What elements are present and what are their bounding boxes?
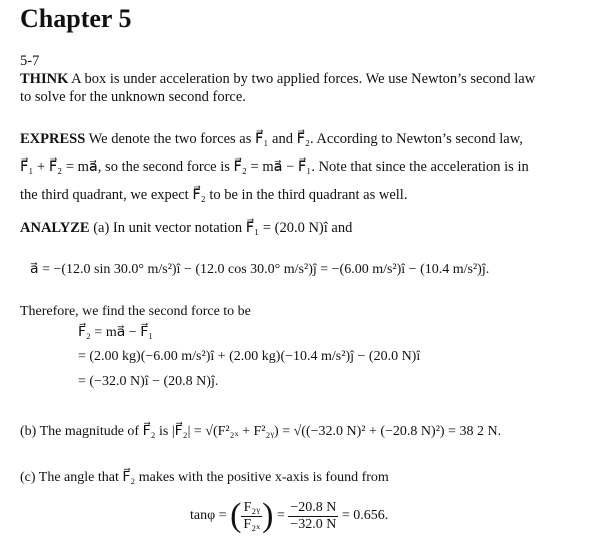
- tan-result: = 0.656.: [341, 508, 389, 524]
- think-section: [20, 70, 535, 106]
- analyze-intro: [20, 219, 352, 237]
- force-step-2: = (2.00 kg)(−6.00 m/s²)î + (2.00 kg)(−10.4 m/s²)ĵ − (20.0 N)î: [78, 349, 421, 364]
- value-ratio: [288, 500, 338, 533]
- think-line-2: to solve for the unknown second force.: [20, 89, 246, 106]
- express-section: [20, 125, 529, 209]
- analyze-intro-text: (a) In unit vector notation F⃗₁ = (20.0 N)î and: [93, 220, 353, 236]
- problem-number: 5-7: [20, 53, 40, 69]
- express-label: EXPRESS: [20, 131, 86, 147]
- tan-equation: tanφ = ( $\frac{\text{F₂ᵧ}}{\text{F₂ₓ}}$ ) = $\frac{-20.8 N}{-32.0 N}$ = 0.656.: [190, 497, 389, 534]
- analyze-label: ANALYZE: [20, 220, 90, 236]
- component-ratio: [241, 500, 262, 533]
- part-c-text: (c) The angle that F⃗₂ makes with the positive x-axis is found from: [20, 470, 389, 485]
- value-denominator: −32.0 N: [290, 516, 337, 532]
- force-step-1: F⃗₂ = ma⃗ − F⃗₁: [78, 325, 154, 340]
- tan-lhs: tanφ =: [190, 508, 227, 524]
- force-step-3: = (−32.0 N)î − (20.8 N)ĵ.: [78, 374, 219, 389]
- ratio-numerator: F₂ᵧ: [241, 500, 262, 517]
- think-line-1: A box is under acceleration by two applied forces. We use Newton’s second law: [71, 71, 536, 87]
- express-line-3: the third quadrant, we expect F⃗₂ to be in the third quadrant as well.: [20, 187, 408, 203]
- express-line-2: F⃗₁ + F⃗₂ = ma⃗, so the second force is F⃗₂ = ma⃗ − F⃗₁. Note that since the acceleration is in: [20, 159, 529, 175]
- think-label: THINK: [20, 71, 69, 87]
- chapter-title: Chapter 5: [20, 4, 132, 33]
- express-line-1: We denote the two forces as F⃗₁ and F⃗₂. According to Newton’s second law,: [88, 131, 523, 147]
- part-b-magnitude: (b) The magnitude of F⃗₂ is |F⃗₂| = √(F²₂ₓ + F²₂ᵧ) = √((−32.0 N)² + (−20.8 N)²) = 38 2 N.: [20, 424, 502, 439]
- value-numerator: −20.8 N: [290, 499, 337, 515]
- ratio-denominator: F₂ₓ: [243, 516, 261, 532]
- therefore-text: Therefore, we find the second force to be: [20, 304, 251, 319]
- acceleration-equation: a⃗ = −(12.0 sin 30.0° m/s²)î − (12.0 cos 30.0° m/s²)ĵ = −(6.00 m/s²)î − (10.4 m/s²)ĵ.: [30, 262, 490, 277]
